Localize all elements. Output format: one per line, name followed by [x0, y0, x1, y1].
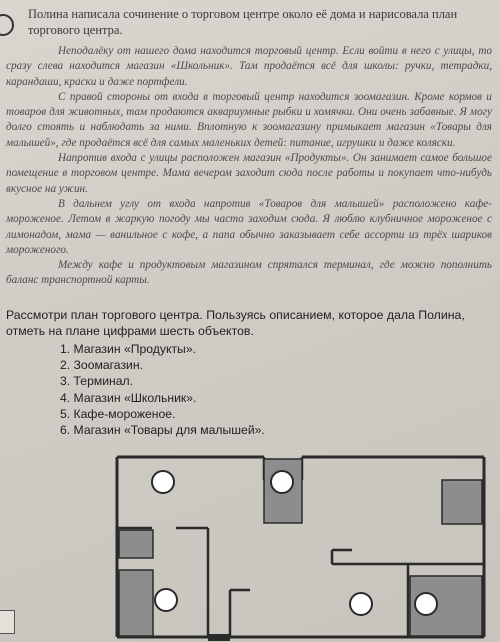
task-text: Рассмотри план торгового центра. Пользуясь описанием, которое дала Полина, отметь на плане цифрами шесть объектов. [6, 308, 465, 338]
list-item: 5. Кафе-мороженое. [60, 406, 176, 421]
list-item: 2. Зоомагазин. [60, 358, 143, 373]
objects-list [60, 341, 265, 438]
list-item: 1. Магазин «Продукты». [60, 342, 196, 356]
story-paragraph-2: С правой стороны от входа в торговый центр находится зоомагазин. Кроме кормов и товаров для животных, там продаются аквариумные рыбки и хомячки. Они очень забавные. Я могу долго стоять и наблюдать за ними. Вплотную к зоомагазину примыкает магазин «Товары для малышей», где продаётся всё для самых маленьких детей: питание, игрушки и даже коляски. [6, 90, 492, 149]
story-text [6, 44, 492, 289]
story-paragraph-3: Напротив входа с улицы расположен магазин «Продукты». Он занимает самое большое помещение в торговом центре. Мама вечером заходит сюда после работы и покупает что-нибудь вкусное на ужин. [6, 152, 492, 195]
answer-box [0, 610, 15, 634]
list-item: 3. Терминал. [60, 374, 134, 389]
intro-text: Полина написала сочинение о торговом центре около её дома и нарисовала план торгового центра. [28, 7, 458, 37]
task-number-circle [0, 14, 14, 36]
story-paragraph-4: В дальнем углу от входа напротив «Товаров для малышей» расположено кафе-мороженое. Летом в жаркую погоду мы часто заходим сюда. Я люблю клубничное мороженое с лимонадом, мама — ванильное с кофе, а папа обычно заказывает себе ассорти из трёх шариков мороженого. [6, 197, 492, 256]
story-paragraph-1: Неподалёку от нашего дома находится торговый центр. Если войти в него с улицы, то сразу слева находится магазин «Школьник». Там продаётся всё для школы: ручки, тетрадки, карандаши, краски и даже портфели. [6, 45, 492, 88]
list-item: 6. Магазин «Товары для малышей». [60, 423, 265, 438]
list-item: 4. Магазин «Школьник». [60, 390, 197, 405]
mall-floor-plan [112, 452, 492, 642]
story-paragraph-5: Между кафе и продуктовым магазином спрятался терминал, где можно пополнить баланс транспортной карты. [6, 259, 492, 287]
entrance-mark [208, 634, 230, 641]
